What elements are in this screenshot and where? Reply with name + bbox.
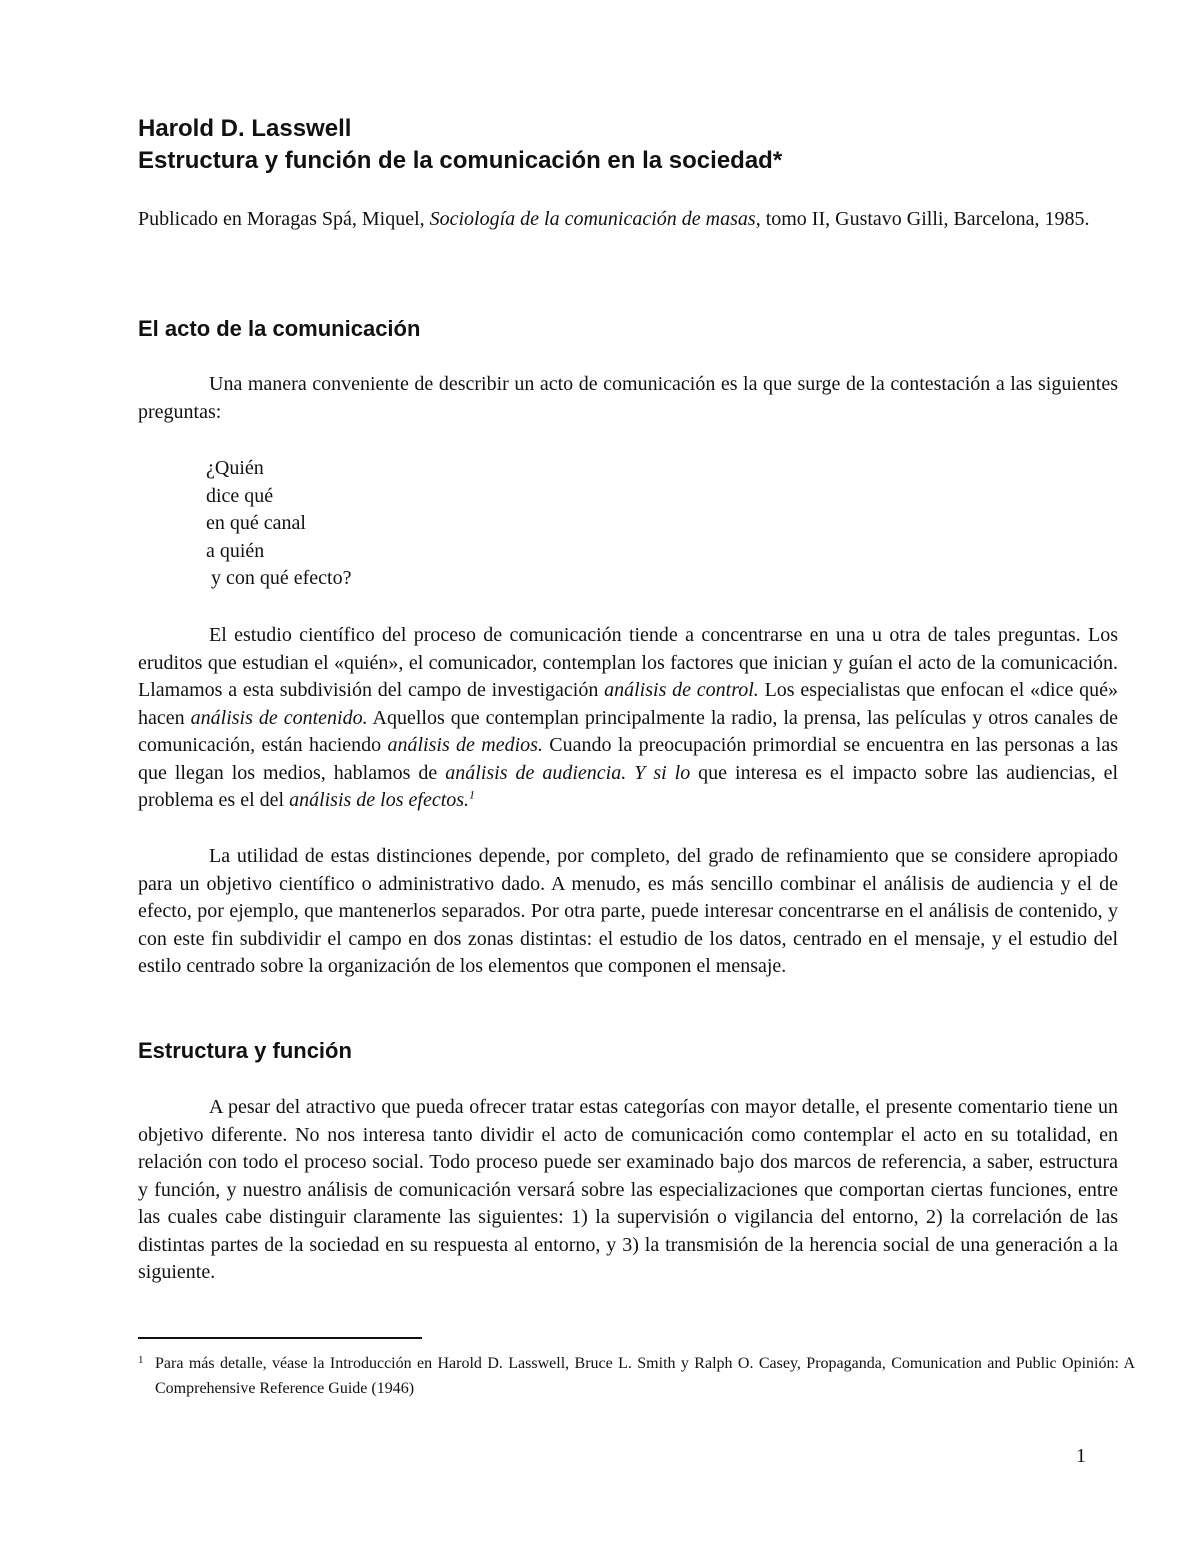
footnote-text: Para más detalle, véase la Introducción en Harold D. Lasswell, Bruce L. Smith y Ralph O. Casey, Propaganda, Comunication and Public Opinión: A Comprehensive Reference Guide (1946) [155, 1355, 1135, 1397]
term-content-analysis: análisis de contenido. [190, 706, 368, 729]
text-run: Aquellos que contemplan principalmente la radio, la prensa, las películas y otros canales de comunicación, están haciendo [138, 706, 1118, 756]
publication-tail: , tomo II, Gustavo Gilli, Barcelona, 1985. [755, 208, 1090, 230]
section-heading-communication-act: El acto de la comunicación [138, 316, 421, 341]
paragraph-structure-function: A pesar del atractivo que pueda ofrecer tratar estas categorías con mayor detalle, el presente comentario tiene un objetivo diferente. No nos interesa tanto dividir el acto de comunicación como contemplar el acto en su totalidad, en relación con todo el proceso social. Todo proceso puede ser examinado bajo dos marcos de referencia, a saber, estructura y función, y nuestro análisis de comunicación versará sobre las especializaciones que comportan ciertas funciones, entre las cuales cabe distinguir claramente las siguientes: 1) la supervisión o vigilancia del entorno, 2) la correlación de las distintas partes de la sociedad en su respuesta al entorno, y 3) la transmisión de la herencia social de una generación a la siguiente. [138, 1096, 1118, 1283]
term-audience-analysis: análisis de audiencia. Y si lo [445, 761, 691, 784]
section-heading-structure-function: Estructura y función [138, 1038, 352, 1063]
footnote-reference[interactable]: 1 [469, 787, 476, 802]
publication-info [138, 204, 1118, 234]
publication-lead: Publicado en Moragas Spá, Miquel, [138, 208, 430, 230]
article-title: Estructura y función de la comunicación en la sociedad* [138, 147, 783, 174]
text-run: Cuando la preocupación primordial se encuentra en las personas a las que llegan los medios, hablamos de [138, 734, 1118, 784]
text-run: que interesa es el impacto sobre las audiencias, el problema es el del [138, 761, 1118, 811]
text-run: El estudio científico del proceso de comunicación tiende a concentrarse en una u otra de tales preguntas. Los eruditos que estudian el «quién», el comunicador, contemplan los factores que inician y guían el acto de la comunicación. Llamamos a esta subdivisión del campo de investigación [138, 624, 1118, 701]
paragraph-scientific-study [138, 622, 1118, 815]
term-media-analysis: análisis de medios. [387, 734, 543, 756]
question-item: dice qué [206, 484, 274, 507]
question-item: y con qué efecto? [206, 567, 352, 589]
page-number: 1 [1076, 1445, 1086, 1467]
question-item: a quién [206, 539, 265, 562]
paragraph-utility: La utilidad de estas distinciones depende, por completo, del grado de refinamiento que se considere apropiado para un objetivo científico o administrativo dado. A menudo, es más sencillo combinar el análisis de audiencia y el de efecto, por ejemplo, que mantenerlos separados. Por otra parte, puede interesar concentrarse en el análisis de contenido, y con este fin subdividir el campo en dos zonas distintas: el estudio de los datos, centrado en el mensaje, y el estudio del estilo centrado sobre la organización de los elementos que componen el mensaje. [138, 845, 1118, 977]
footnote-mark: 1 [138, 1354, 144, 1366]
paragraph-intro: Una manera conveniente de describir un acto de comunicación es la que surge de la contestación a las siguientes preguntas: [138, 373, 1118, 423]
footnote [138, 1351, 1135, 1401]
footnote-divider [138, 1337, 422, 1339]
author-name: Harold D. Lasswell [138, 115, 352, 142]
questions-list [206, 455, 351, 593]
text-run: Los especialistas que enfocan el «dice qué» hacen [138, 679, 1118, 729]
question-item: ¿Quién [206, 457, 264, 479]
term-control-analysis: análisis de control. [604, 679, 759, 701]
publication-book-title: Sociología de la comunicación de masas [429, 208, 756, 230]
question-item: en qué canal [206, 512, 306, 534]
term-effects-analysis: análisis de los efectos. [289, 789, 470, 811]
